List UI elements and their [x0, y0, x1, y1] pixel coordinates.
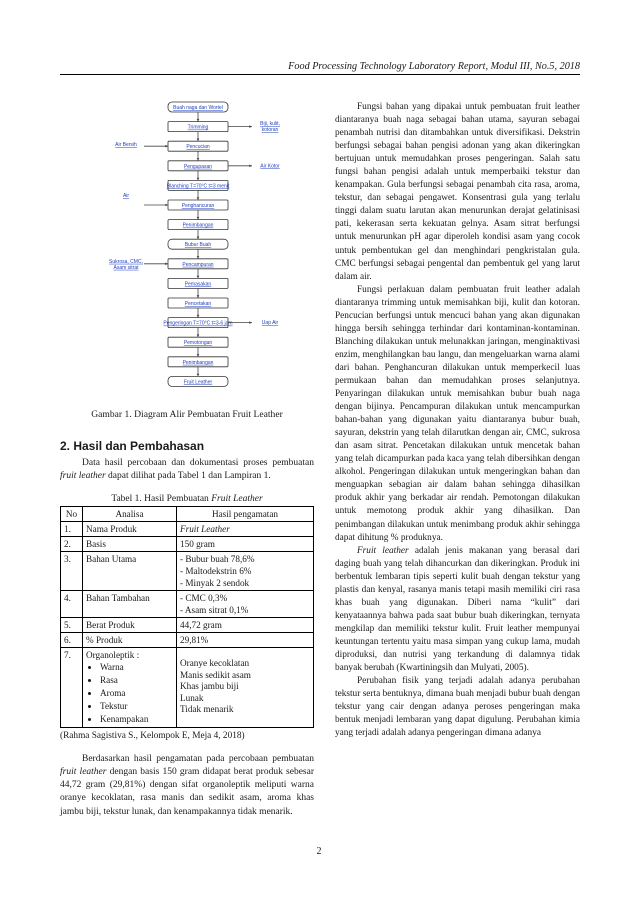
organoleptic-value: Tidak menarik	[180, 704, 234, 715]
body-paragraph: Fungsi perlakuan dalam pembuatan fruit leather adalah diantaranya trimming untuk memisahkan biji, kulit dan kotoran. Pencucian berfungsi untuk mencuci bahan yang akan digunakan hingga bersih sehingga terhindar dari kontaminan-kontaminan. Blanching dilakukan untuk melunakkan jaringan, menginaktivasi enzim, menghilangkan bau langu, dan mengeluarkan warna alami dari bahan. Penghancuran dilakukan untuk memperkecil luas permukaan bahan dan memudahkan proses selanjutnya. Penyaringan dilakukan untuk memisahkan bubur buah naga dengan bijinya. Pencampuran dilakukan untuk mencampurkan bahan-bahan yang digunakan yaitu diantaranya bubur buah, sayuran, dekstrin yang telah dilarutkan dengan air, CMC, sukrosa dan asam sitrat. Pencetakan dilakukan untuk mencetak bahan yang telah dicampurkan pada kaca yang telah dibersihkan dengan alkohol. Pengeringan dilakukan untuk mengeringkan bahan dan menguapkan sebagian air dalam bahan sehingga dihasilkan produk akhir yang berkadar air rendah. Pemotongan dilakukan untuk memotong produk akhir yang dihasilkan. Dan penimbangan dilakukan untuk menimbang produk akhir sehingga dapat dihitung % produknya.	[335, 284, 580, 543]
flow-arrow-head	[197, 374, 200, 377]
table-row	[61, 617, 314, 632]
table-row	[61, 536, 314, 551]
flow-step-label: Fruit Leather	[183, 379, 213, 386]
flow-arrow-head	[197, 315, 200, 318]
flow-output-label: kotoran	[261, 127, 279, 134]
flow-step-label: Pencampuran	[182, 261, 214, 268]
table-row	[61, 647, 314, 727]
flow-output-arrow-head	[249, 125, 252, 128]
table-source: (Rahma Sagistiva S., Kelompok E, Meja 4, 2018)	[60, 730, 245, 741]
table-header-row	[61, 506, 314, 521]
flow-output-label: Air Kotor	[260, 163, 280, 170]
flow-input-label: Air	[122, 193, 130, 199]
flow-input-arrow-head	[165, 204, 168, 207]
table-row	[61, 632, 314, 647]
page-number: 2	[316, 846, 322, 857]
row-hasil	[177, 647, 314, 727]
section-heading: 2. Hasil dan Pembahasan	[60, 439, 205, 453]
row-analisa: Organoleptik : • Warna • Rasa • Aroma • Tekstur • Kenampakan	[83, 647, 177, 727]
row-number: 3.	[61, 551, 83, 590]
list-item: - Maltodekstrin 6%	[180, 565, 252, 576]
flow-step-label: Pemotongan	[183, 340, 213, 347]
results-paragraph: Berdasarkan hasil pengamatan pada percobaan pembuatan fruit leather dengan basis 150 gram didapat berat produk sebesar 44,72 gram (29,81%) dengan sifat organoleptik meliputi warna oranye kecoklatan, rasa manis dan sedikit asam, aroma khas jambu biji, tekstur lunak, dan kenampakannya tidak menarik.	[60, 753, 314, 817]
flow-input-arrow-head	[165, 145, 168, 148]
flow-output-arrow-head	[249, 321, 252, 324]
list-item: • Aroma	[100, 687, 173, 700]
flow-output-label: Biji, kulit,	[260, 121, 280, 128]
list-item: - Minyak 2 sendok	[180, 577, 250, 588]
row-analisa: Basis	[83, 536, 177, 551]
organoleptic-value: Lunak	[180, 692, 204, 703]
row-analisa: Nama Produk	[83, 521, 177, 536]
flow-output-arrow-head	[249, 164, 252, 167]
list-item: - Asam sitrat 0,1%	[180, 604, 249, 615]
flow-arrow-head	[197, 354, 200, 357]
flow-step-label: Pengupasan	[183, 163, 213, 170]
row-analisa: Bahan Tambahan	[83, 590, 177, 617]
table-header-cell: Analisa	[83, 506, 177, 521]
left-column	[60, 96, 314, 819]
list-item: - Bubur buah 78,6%	[180, 553, 255, 564]
row-hasil	[177, 551, 314, 590]
table-row	[61, 551, 314, 590]
table-row	[61, 590, 314, 617]
flow-step-label: Pencucian	[186, 144, 210, 151]
flow-output-label: Uap Air	[261, 320, 279, 327]
flow-input-label: Asam sitrat	[113, 264, 139, 271]
row-number: 5.	[61, 617, 83, 632]
flow-arrow-head	[197, 295, 200, 298]
body-paragraph: Fungsi bahan yang dipakai untuk pembuatan fruit leather diantaranya buah naga sebagai bahan utama, sayuran sebagai penambah nutrisi dan ditambahkan untuk diversifikasi. Dekstrin berfungsi sebagai bahan pengisi adonan yang akan dikeringkan bertujuan untuk memudahkan proses pengeringan. Salah satu fungsi bahan pengisi adalah untuk memperbaiki tekstur dan kenampakan. Gula berfungsi sebagai penambah cita rasa, aroma, tekstur, dan sebagai pengawet. Konsentrasi gula yang terlalu tinggi dalam suatu larutan akan menurunkan derajat gelatinisasi pati, kekerasan serta kekuatan gelnya. Asam sitrat berfungsi untuk menurunkan pH agar diperoleh kondisi asam yang cocok untuk pembentukan gel dan menghindari pengkristalan gula. CMC berfungsi sebagai pengental dan pembentuk gel yang larut dalam air.	[335, 102, 580, 282]
flow-step-label: Penimbangan	[182, 359, 214, 366]
row-number: 4.	[61, 590, 83, 617]
organoleptic-value: Oranye kecoklatan	[180, 658, 250, 669]
flow-arrow-head	[197, 178, 200, 181]
flow-arrow-head	[197, 119, 200, 122]
list-item: • Tekstur	[100, 700, 173, 713]
intro-paragraph: Data hasil percobaan dan dokumentasi proses pembuatan fruit leather dapat dilihat pada Tabel 1 dan Lampiran 1.	[60, 458, 314, 482]
row-number: 1.	[61, 521, 83, 536]
running-header: Food Processing Technology Laboratory Report, Modul III, No.5, 2018	[288, 61, 580, 72]
row-hasil: Fruit Leather	[177, 521, 314, 536]
table-header-cell: Hasil pengamatan	[177, 506, 314, 521]
flow-diagram	[108, 96, 288, 401]
flow-step-label: Buah naga dan Wortel	[173, 105, 223, 111]
flow-step-label: Penghancuran	[181, 203, 215, 209]
flow-step-label: Bubur Buah	[184, 242, 212, 249]
flow-arrow-head	[197, 158, 200, 161]
flow-arrow-head	[197, 256, 200, 259]
figure-caption: Gambar 1. Diagram Alir Pembuatan Fruit Leather	[91, 409, 283, 420]
results-table	[60, 506, 314, 728]
flow-input-label: Air Bersih	[115, 142, 137, 149]
flow-arrow-head	[197, 276, 200, 279]
flow-arrow-head	[197, 197, 200, 200]
list-item: • Rasa	[100, 674, 173, 687]
body-paragraph: Perubahan fisik yang terjadi adalah adanya perubahan tekstur serta bentuknya, dimana buah menjadi bubur buah dengan tekstur yang cair dengan adanya peroses pengeringan maka bentuk menjadi lembaran yang dapat digulung. Perubahan kimia yang terjadi adalah adanya pengeringan dimana adanya	[335, 676, 580, 739]
table-header-cell: No	[61, 506, 83, 521]
flow-step-label: Pemasakan	[184, 281, 212, 288]
flow-input-label: Sukrosa, CMC,	[109, 258, 143, 265]
list-item: • Kenampakan	[100, 713, 173, 726]
list-item: - CMC 0,3%	[180, 592, 228, 603]
row-hasil	[177, 590, 314, 617]
flow-arrow-head	[197, 236, 200, 239]
row-number: 7.	[61, 647, 83, 727]
flow-diagram-figure	[60, 96, 314, 401]
row-analisa: Bahan Utama	[83, 551, 177, 590]
body-paragraph: Fruit leather adalah jenis makanan yang berasal dari daging buah yang telah dihancurkan dan dikeringkan. Produk ini berbentuk lembaran tipis seperti kulit buah dengan tekstur yang plastis dan kenyal, rasanya manis tetapi masih memiliki ciri rasa khas buah yang digunakan. Diberi nama “kulit” dari kenyataannya bahwa pada saat bubur buah dikeringkan, ternyata mengkilap dan memiliki tekstur kulit. Fruit leather mempunyai keuntungan tertentu yaitu masa simpan yang cukup lama, mudah diproduksi, dan nutrisi yang terkandung di dalamnya tidak banyak berubah (Kwartiningsih dan Mulyati, 2005).	[335, 545, 580, 674]
flow-input-arrow-head	[165, 262, 168, 265]
flow-step-label: Blanching T=70°C t=3 menit	[166, 183, 230, 190]
row-hasil: 150 gram	[177, 536, 314, 551]
right-column	[335, 101, 580, 740]
row-hasil: 29,81%	[177, 632, 314, 647]
header-rule	[60, 74, 580, 75]
list-item: • Warna	[100, 661, 173, 674]
flow-step-label: Pengeringan T=70°C t=3-6 jam	[163, 320, 233, 327]
organoleptic-value: Khas jambu biji	[180, 681, 239, 692]
organoleptic-value: Manis sedikit asam	[180, 669, 251, 680]
flow-step-label: Trimming	[187, 124, 209, 131]
table-row	[61, 521, 314, 536]
row-number: 2.	[61, 536, 83, 551]
flow-arrow-head	[197, 217, 200, 220]
flow-step-label: Penimbangan	[182, 222, 214, 229]
flow-step-label: Pencetakan	[184, 301, 212, 307]
flow-arrow-head	[197, 334, 200, 337]
row-hasil: 44,72 gram	[177, 617, 314, 632]
table-caption: Tabel 1. Hasil Pembuatan Fruit Leather	[111, 493, 263, 504]
row-analisa: Berat Produk	[83, 617, 177, 632]
row-analisa: % Produk	[83, 632, 177, 647]
flow-arrow-head	[197, 138, 200, 141]
row-number: 6.	[61, 632, 83, 647]
